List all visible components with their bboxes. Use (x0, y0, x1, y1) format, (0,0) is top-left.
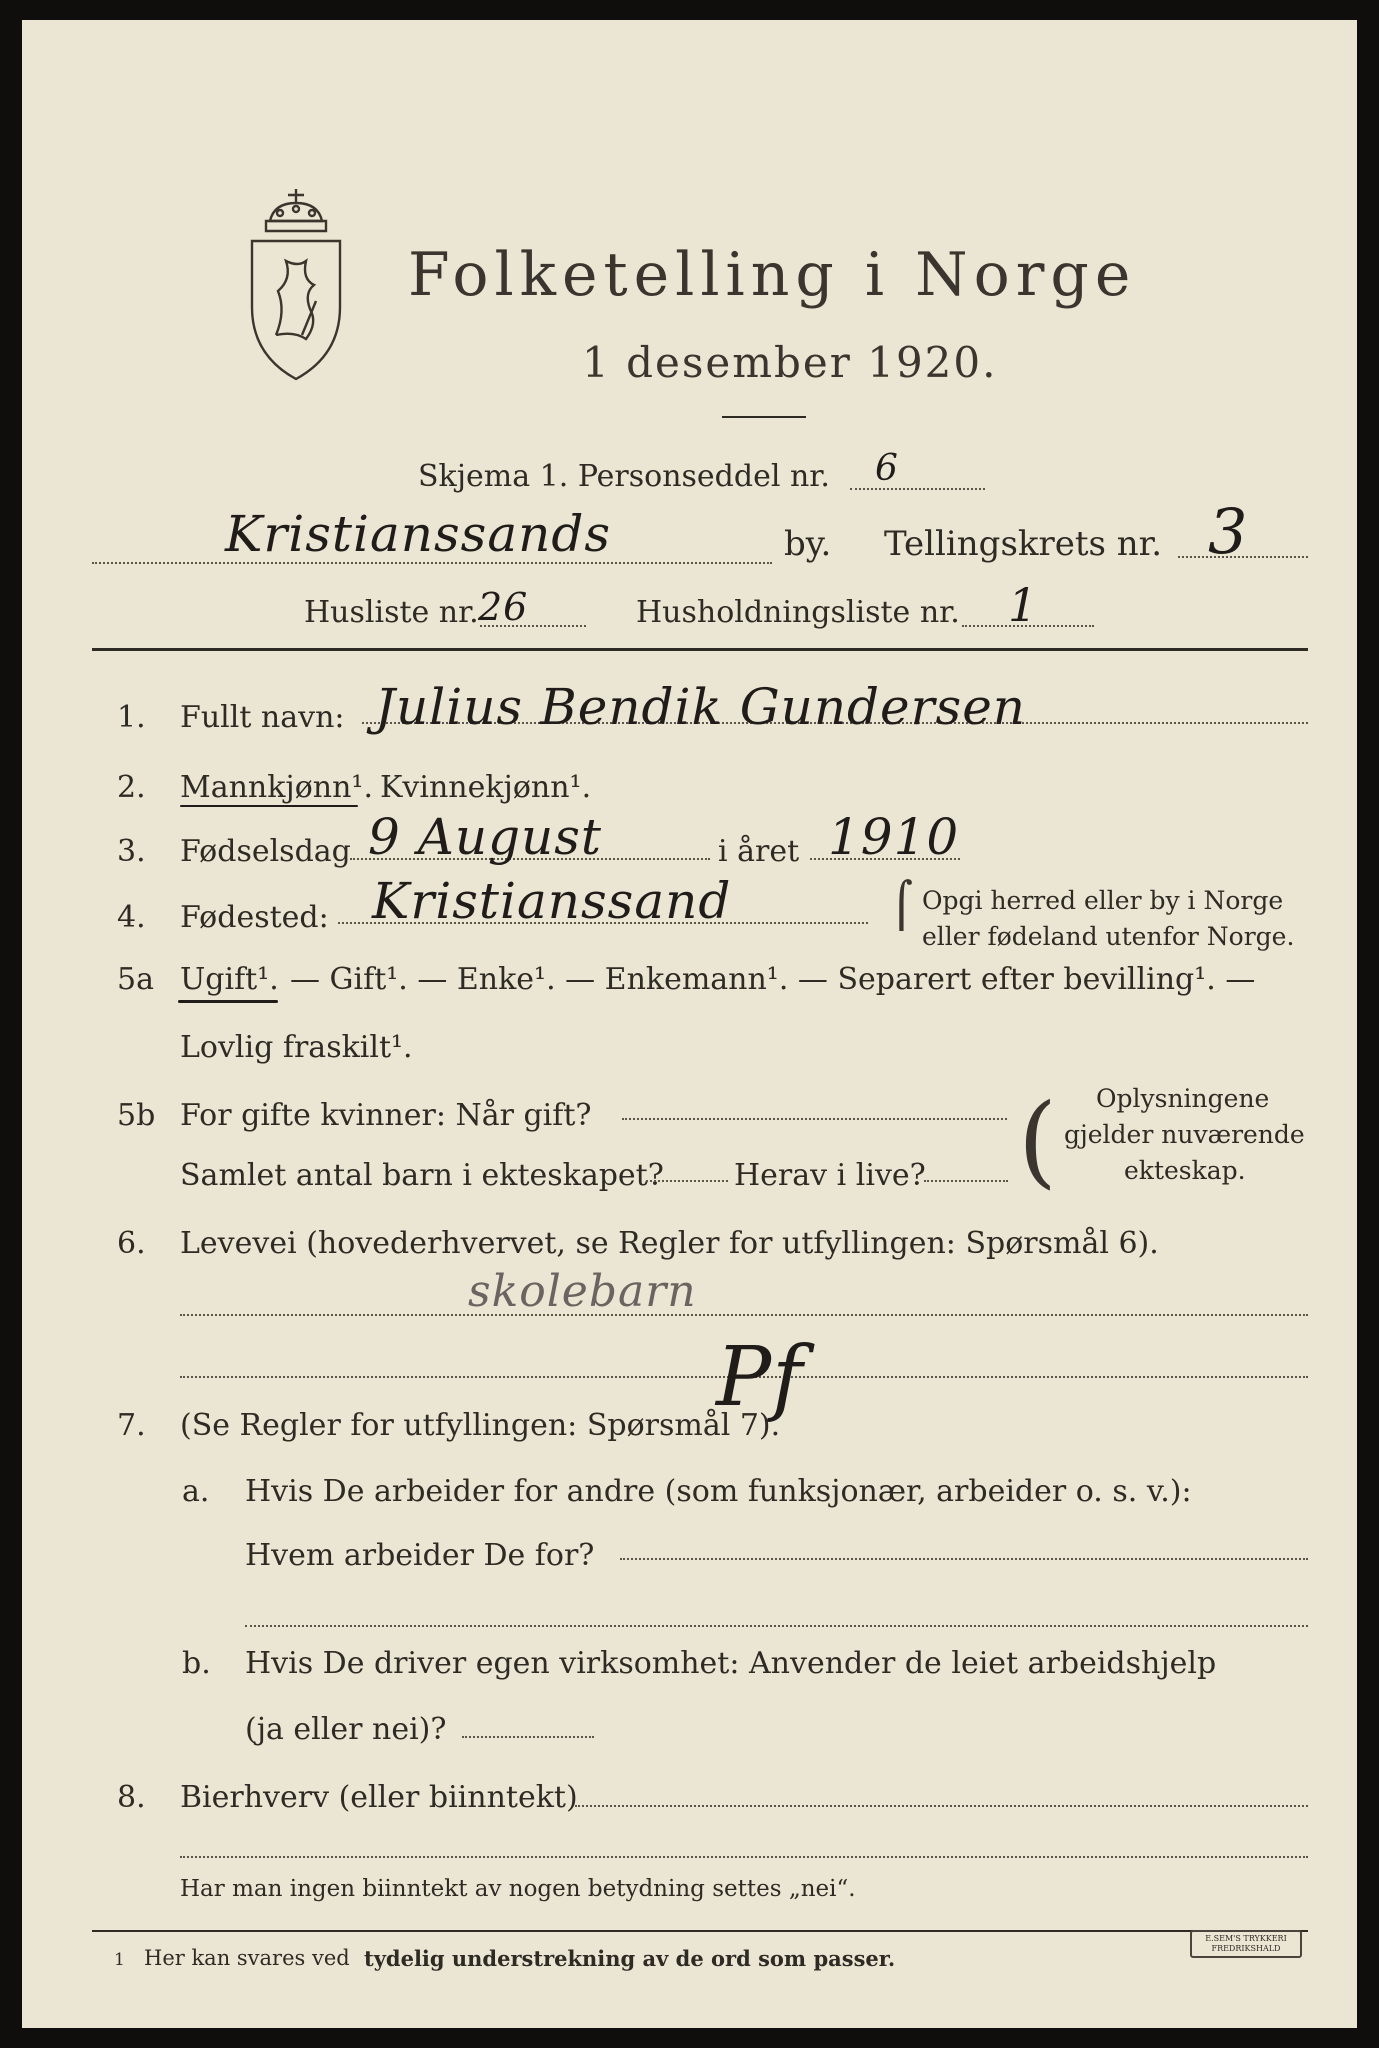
q1-value: Julius Bendik Gundersen (375, 678, 1027, 736)
q7b-label: Hvis De driver egen virksomhet: Anvender de leiet arbeidshjelp (245, 1646, 1217, 1681)
q7a-number: a. (182, 1474, 210, 1509)
q7-number: 7. (117, 1408, 146, 1443)
q5b-live: Herav i live? (734, 1158, 926, 1193)
q6-mark: Pf (716, 1330, 804, 1425)
q2-male: Mannkjønn¹. (180, 770, 373, 805)
census-form-sheet (22, 20, 1357, 2028)
footnote-marker: 1 (114, 1950, 125, 1970)
q6-value: skolebarn (468, 1266, 697, 1317)
printer-line-1: E.SEM'S TRYKKERI (1205, 1934, 1287, 1943)
printer-line-2: FREDRIKSHALD (1211, 1944, 1281, 1953)
title-divider (722, 416, 806, 418)
q5b-number: 5b (117, 1098, 156, 1133)
q5b-line2: Samlet antal barn i ekteskapet? (180, 1158, 664, 1193)
q5a-ugift-underline (178, 1000, 278, 1003)
q6-dots-1 (180, 1314, 1308, 1316)
q6-number: 6. (117, 1226, 146, 1261)
q7b-number: b. (182, 1646, 211, 1681)
q4-value: Kristianssand (372, 872, 732, 930)
form-title: Folketelling i Norge (408, 240, 1137, 310)
city-value: Kristianssands (225, 505, 611, 563)
q5b-note-2: gjelder nuværende (1064, 1120, 1305, 1149)
q3-label: Fødselsdag (180, 834, 351, 869)
q8-dots-1 (575, 1805, 1308, 1807)
q2-male-underline (180, 805, 358, 807)
skjema-dots (850, 488, 985, 490)
q5b-dots-2 (646, 1180, 728, 1182)
q4-note-2: eller fødeland utenfor Norge. (922, 922, 1295, 951)
q5b-note-brace: ( (1018, 1082, 1058, 1199)
q5a-options: — Gift¹. — Enke¹. — Enkemann¹. — Separert efter bevilling¹. — (290, 962, 1256, 997)
husholdning-value: 1 (1008, 578, 1039, 632)
header-rule (92, 648, 1308, 651)
krets-label: Tellingskrets nr. (884, 524, 1163, 564)
q7a-label: Hvis De arbeider for andre (som funksjonær, arbeider o. s. v.): (245, 1474, 1192, 1509)
footnote-lead: Her kan svares ved (144, 1946, 350, 1970)
skjema-label: Skjema 1. Personseddel nr. (418, 459, 830, 494)
q1-label: Fullt navn: (180, 700, 345, 735)
krets-value: 3 (1208, 495, 1249, 568)
footnote-bold: tydelig understrekning av de ord som passer. (364, 1946, 896, 1971)
q4-number: 4. (117, 900, 146, 935)
husliste-value: 26 (478, 585, 529, 629)
q8-note: Har man ingen biinntekt av nogen betydning settes „nei“. (180, 1876, 856, 1902)
footnote-rule (92, 1930, 1308, 1932)
q7b-line2: (ja eller nei)? (245, 1712, 447, 1747)
q5a-number: 5a (117, 962, 154, 997)
q5b-label: For gifte kvinner: Når gift? (180, 1098, 592, 1133)
q8-label: Bierhverv (eller biinntekt) (180, 1780, 578, 1815)
q8-dots-2 (180, 1856, 1308, 1858)
q5b-note-1: Oplysningene (1096, 1084, 1270, 1113)
q7b-dots (462, 1736, 594, 1738)
q4-label: Fødested: (180, 900, 329, 935)
q3-value: 9 August (368, 808, 602, 866)
q7a-line2: Hvem arbeider De for? (245, 1538, 595, 1573)
printer-stamp (1190, 1930, 1302, 1958)
skjema-value: 6 (875, 448, 899, 489)
q7a-dots-1 (620, 1558, 1308, 1560)
coat-of-arms-emblem (240, 185, 352, 385)
q5a-ugift: Ugift¹. (180, 962, 279, 997)
q7-label: (Se Regler for utfyllingen: Spørsmål 7). (180, 1408, 781, 1443)
census-date: 1 desember 1920. (582, 338, 998, 387)
q7a-dots-2 (245, 1625, 1308, 1627)
city-suffix: by. (784, 524, 832, 564)
q3-year-label: i året (718, 834, 800, 869)
q3-year-value: 1910 (828, 808, 960, 866)
q6-label: Levevei (hovederhvervet, se Regler for utfyllingen: Spørsmål 6). (180, 1226, 1159, 1261)
husholdning-label: Husholdningsliste nr. (636, 595, 960, 630)
q5a-line2: Lovlig fraskilt¹. (180, 1030, 413, 1065)
q8-number: 8. (117, 1780, 146, 1815)
husliste-label: Husliste nr. (304, 595, 479, 630)
q2-number: 2. (117, 770, 146, 805)
q3-number: 3. (117, 834, 146, 869)
q5b-note-3: ekteskap. (1124, 1156, 1246, 1185)
q4-note-brace: ⌠ (890, 880, 913, 931)
q4-note-1: Opgi herred eller by i Norge (922, 886, 1284, 915)
q1-number: 1. (117, 700, 146, 735)
q5b-dots-1 (622, 1118, 1007, 1120)
q2-female: Kvinnekjønn¹. (380, 770, 592, 805)
q5b-dots-3 (924, 1180, 1008, 1182)
